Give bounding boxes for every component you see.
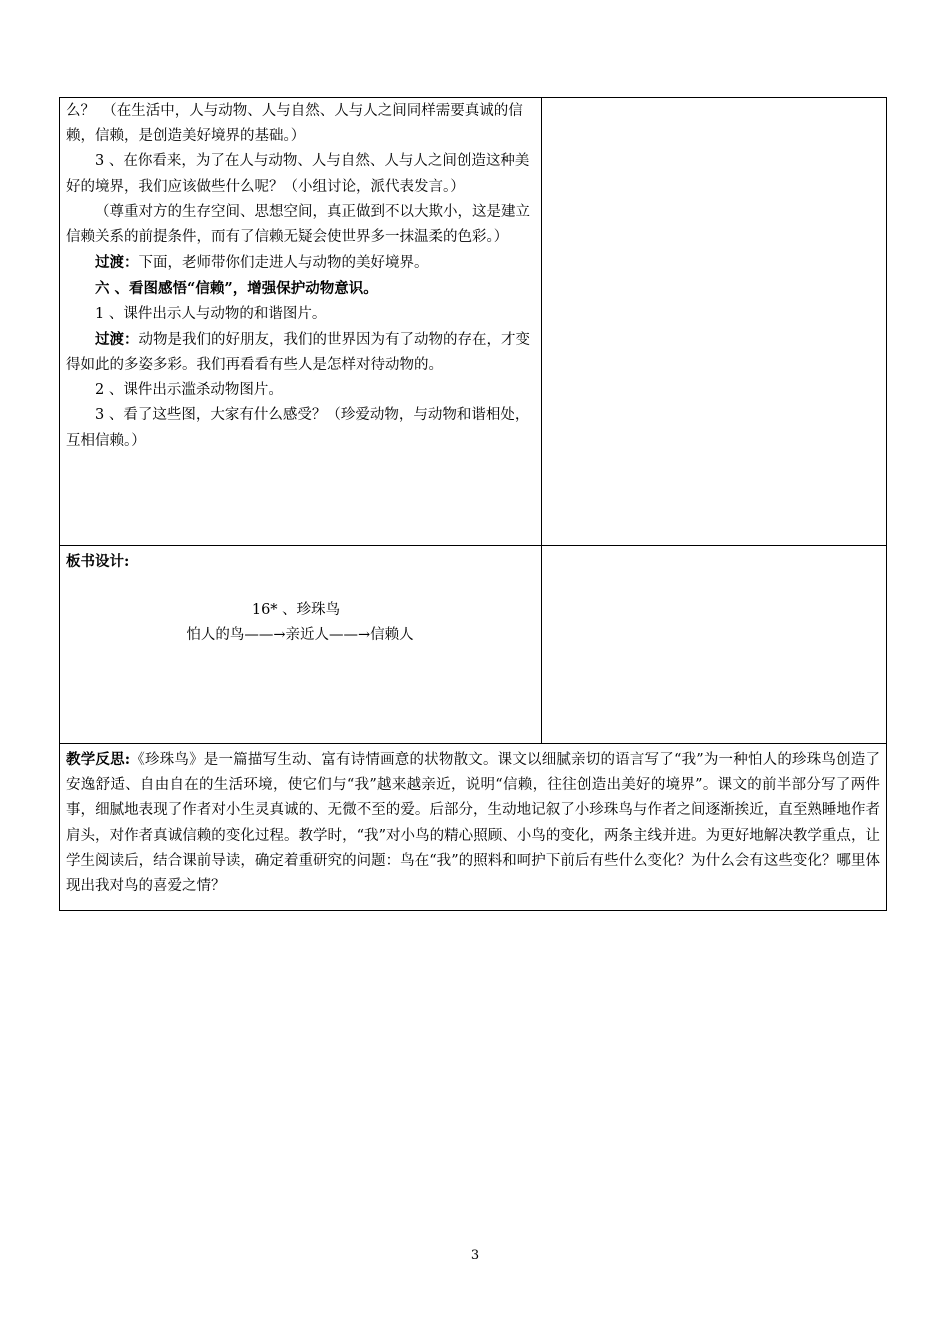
lesson-paragraph [66, 250, 534, 276]
board-design-flow: 怕人的鸟——→亲近人——→信赖人 [186, 627, 414, 644]
lesson-paragraph [66, 302, 534, 327]
lesson-paragraph [66, 149, 534, 199]
lesson-paragraph [66, 276, 534, 301]
transition-label: 过渡： [95, 254, 139, 272]
transition-label: 过渡： [95, 330, 139, 348]
lesson-paragraph [66, 200, 534, 250]
paragraph-text: 3 、看了这些图，大家有什么感受？（珍爱动物，与动物和谐相处，互相信赖。） [66, 407, 530, 449]
paragraph-text: 么？ （在生活中，人与动物、人与自然、人与人之间同样需要真诚的信赖，信赖，是创造美好境界的基础。） [66, 103, 523, 145]
lesson-paragraph [66, 99, 534, 149]
lesson-paragraph [66, 403, 534, 453]
reflection-cell [66, 747, 880, 899]
row-divider-2 [59, 743, 887, 744]
column-divider [541, 97, 542, 744]
paragraph-text: 1 、课件出示人与动物的和谐图片。 [95, 305, 327, 322]
paragraph-text: 动物是我们的好朋友，我们的世界因为有了动物的存在，才变得如此的多姿多彩。我们再看看有些人是怎样对待动物的。 [66, 331, 530, 374]
page-number: 3 [470, 1248, 480, 1263]
lesson-paragraph [66, 327, 534, 378]
lesson-content-cell [66, 99, 534, 454]
row-divider-1 [59, 545, 887, 546]
board-design-label: 板书设计: [66, 553, 130, 570]
reflection-label: 教学反思: [66, 751, 131, 768]
board-design-cell [66, 549, 534, 649]
paragraph-text: 下面，老师带你们走进人与动物的美好境界。 [138, 255, 429, 272]
paragraph-text: 2 、课件出示滥杀动物图片。 [95, 382, 283, 399]
paragraph-text: 六 、看图感悟“信赖”，增强保护动物意识。 [95, 280, 378, 298]
lesson-paragraph [66, 378, 534, 403]
reflection-text: 《珍珠鸟》是一篇描写生动、富有诗情画意的状物散文。课文以细腻亲切的语言写了“我”为一种怕人的珍珠鸟创造了安逸舒适、自由自在的生活环境，使它们与“我”越来越亲近，说明“信赖，往往创造出美好的境界”。课文的前半部分写了两件事，细腻地表现了作者对小生灵真诚的、无微不至的爱。后部分，生动地记叙了小珍珠鸟与作者之间逐渐挨近，直至熟睡地作者肩头，对作者真诚信赖的变化过程。教学时，“我”对小鸟的精心照顾、小鸟的变化，两条主线并进。为更好地解决教学重点，让学生阅读后，结合课前导读，确定着重研究的问题：鸟在“我”的照料和呵护下前后有些什么变化？为什么会有这些变化？哪里体现出我对鸟的喜爱之情？ [66, 752, 880, 895]
paragraph-text: （尊重对方的生存空间、思想空间，真正做到不以大欺小，这是建立信赖关系的前提条件，而有了信赖无疑会使世界多一抹温柔的色彩。） [66, 203, 530, 246]
board-design-title: 16* 、珍珠鸟 [251, 602, 341, 619]
paragraph-text: 3 、在你看来，为了在人与动物、人与自然、人与人之间创造这种美好的境界，我们应该做些什么呢？（小组讨论，派代表发言。） [66, 153, 530, 195]
